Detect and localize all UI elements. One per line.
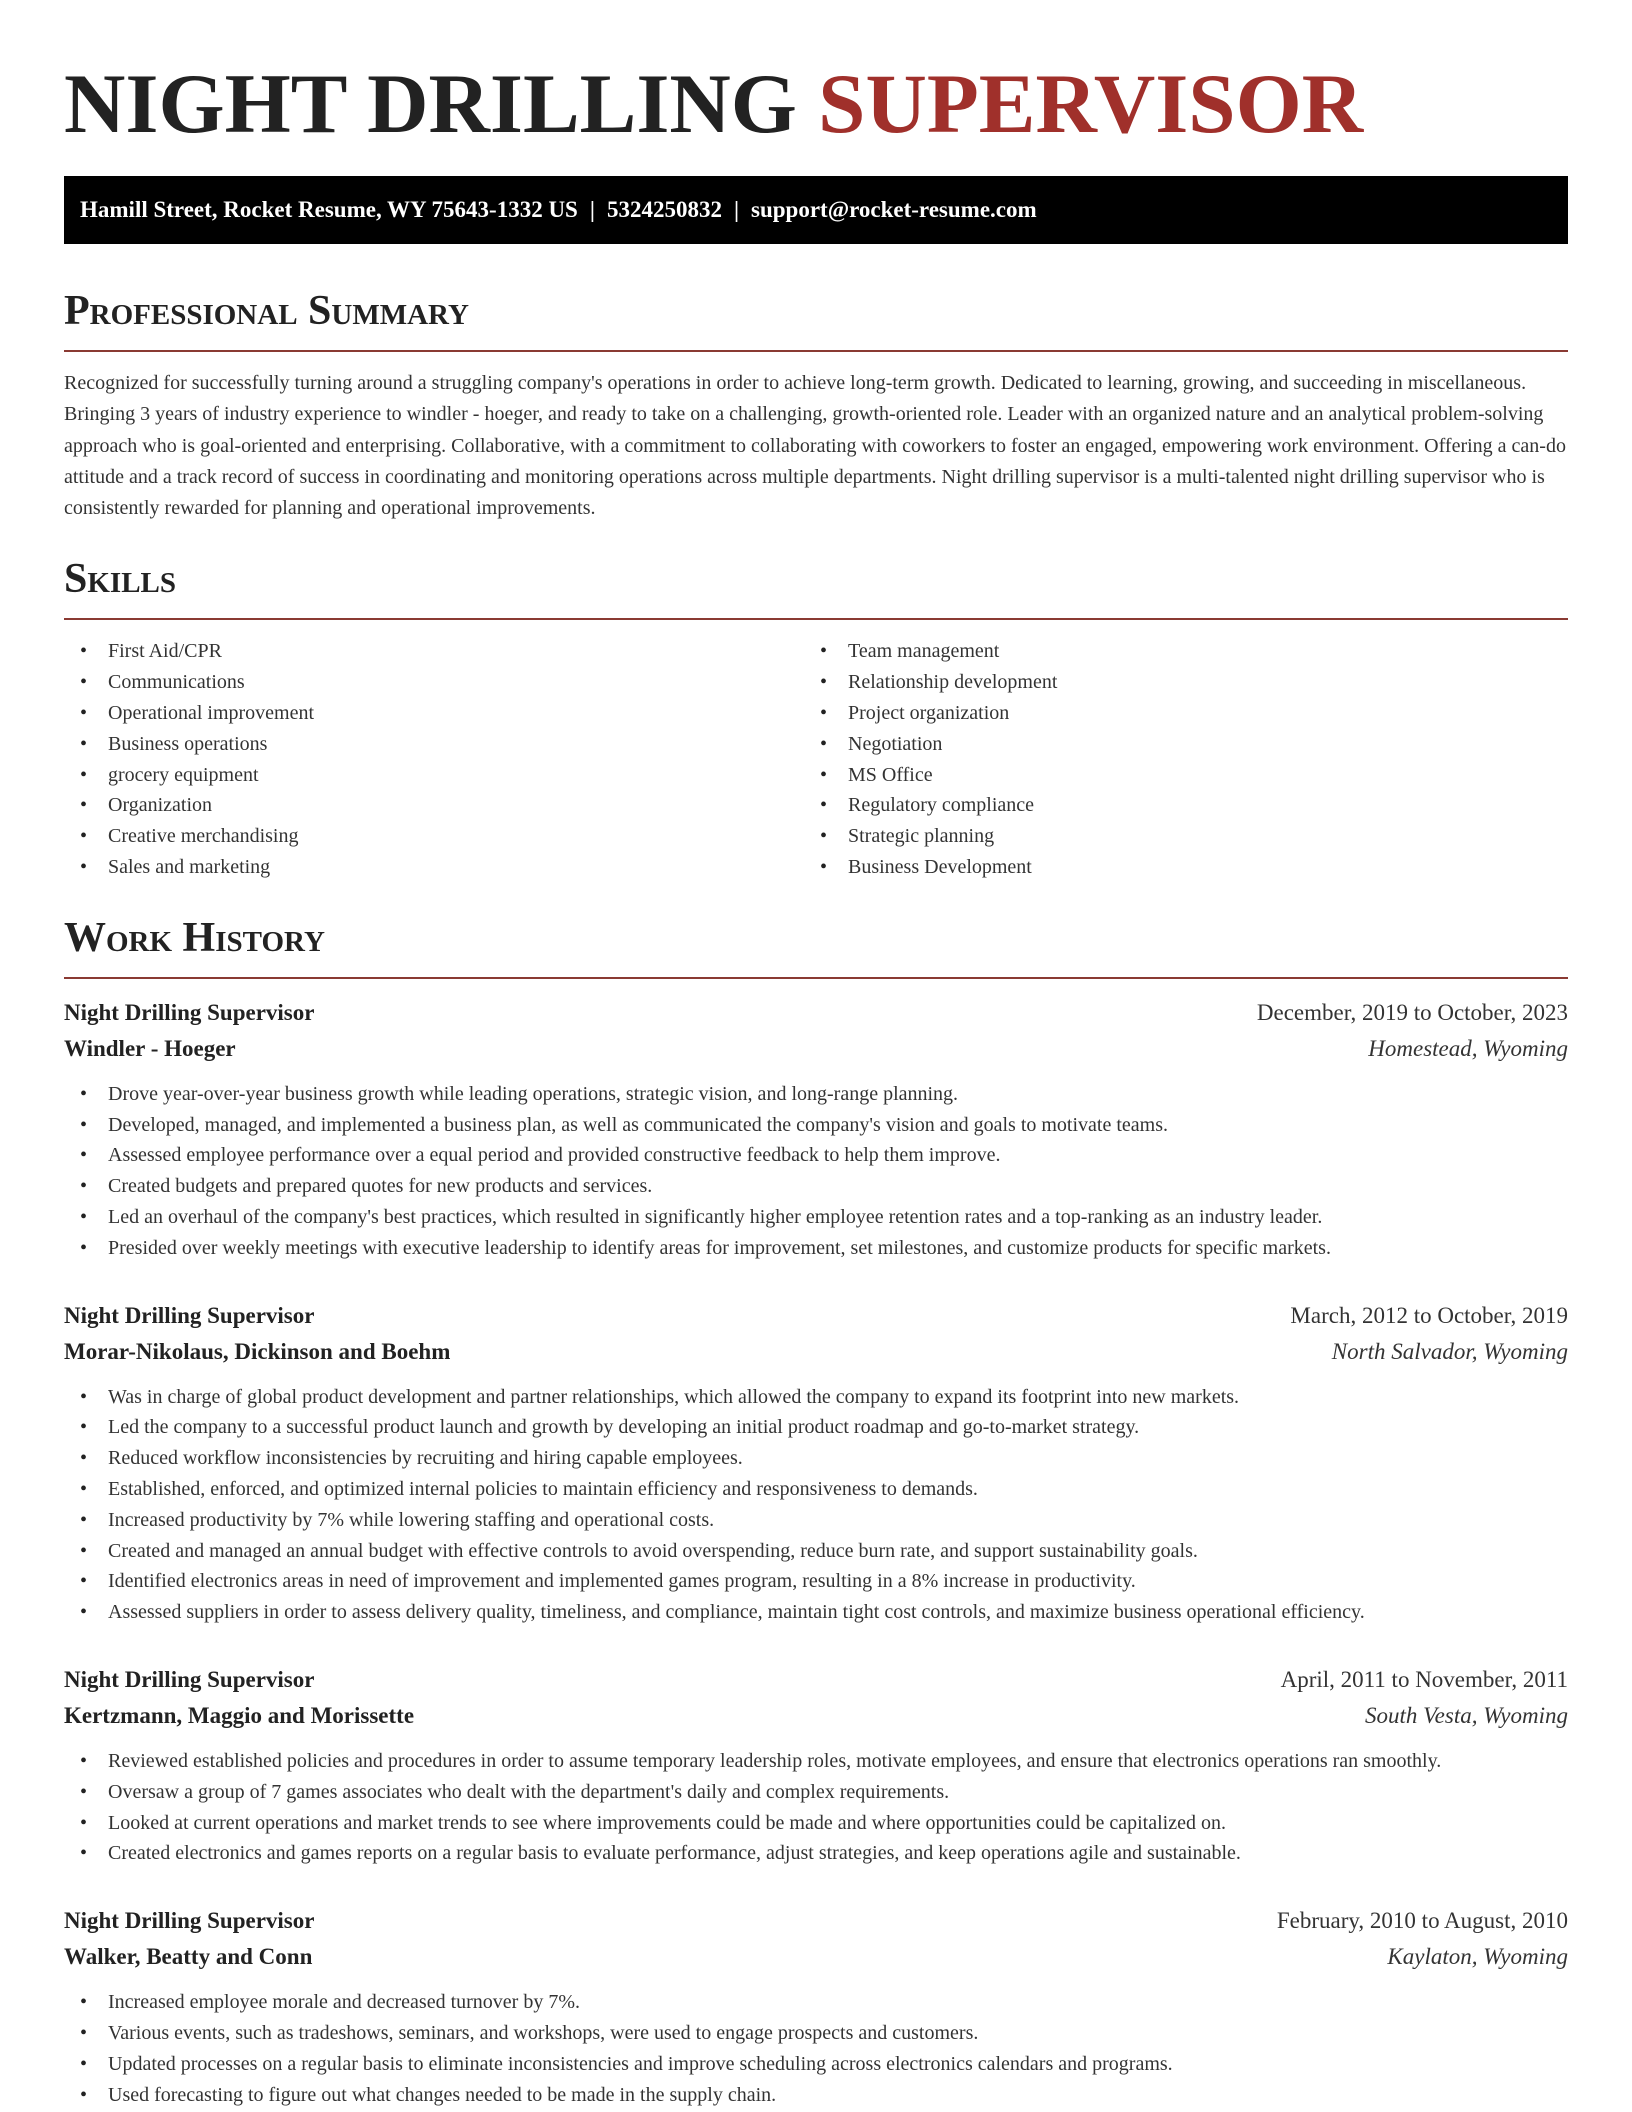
skills-grid (64, 636, 1568, 882)
job-bullet: • Oversaw a group of 7 games associates who dealt with the department's daily and complex requirements. (64, 1777, 1568, 1808)
section-divider (64, 618, 1568, 620)
contact-separator: | (589, 197, 595, 222)
job-bullet: • Created electronics and games reports on a regular basis to evaluate performance, adjust strategies, and keep operations agile and sustainable. (64, 1838, 1568, 1869)
job-bullets (64, 1746, 1568, 1869)
job-dates: March, 2012 to October, 2019 (1290, 1302, 1568, 1328)
skill-item: • First Aid/CPR (64, 636, 804, 667)
job-location: North Salvador, Wyoming (1331, 1338, 1568, 1364)
contact-separator: | (733, 197, 740, 222)
job-bullet: • Used forecasting to figure out what changes needed to be made in the supply chain. (64, 2080, 1568, 2111)
skill-item: • Creative merchandising (64, 821, 804, 852)
job-dates: April, 2011 to November, 2011 (1280, 1667, 1568, 1693)
section-divider (64, 350, 1568, 352)
job-entry (64, 995, 1568, 1264)
contact-phone[interactable]: 5324250832 (606, 197, 722, 222)
job-company-row (64, 1334, 1568, 1370)
job-bullet: • Created budgets and prepared quotes for new products and services. (64, 1171, 1568, 1202)
contact-email[interactable]: support@rocket-resume.com (751, 197, 1037, 222)
skill-item: • Business operations (64, 729, 804, 760)
job-company: Kertzmann, Maggio and Morissette (64, 1703, 415, 1729)
skill-item: • Negotiation (804, 729, 1544, 760)
job-location: Kaylaton, Wyoming (1387, 1944, 1568, 1970)
job-bullet: • Updated processes on a regular basis to eliminate inconsistencies and improve scheduling across electronics calendars and programs. (64, 2049, 1568, 2080)
job-bullet: • Increased employee morale and decreased turnover by 7%. (64, 1987, 1568, 2018)
skill-item: • Business Development (804, 852, 1544, 883)
skill-item: • Sales and marketing (64, 852, 804, 883)
job-company-row (64, 1031, 1568, 1067)
job-bullet: • Created and managed an annual budget with effective controls to avoid overspending, reduce burn rate, and support sustainability goals. (64, 1536, 1568, 1567)
skill-item: • Operational improvement (64, 698, 804, 729)
skill-item: • MS Office (804, 760, 1544, 791)
skill-item: • Organization (64, 790, 804, 821)
contact-bar (64, 176, 1568, 244)
job-bullet: • Increased productivity by 7% while lowering staffing and operational costs. (64, 1505, 1568, 1536)
job-bullet: • Led an overhaul of the company's best practices, which resulted in significantly higher employee retention rates and a top-ranking as an industry leader. (64, 1202, 1568, 1233)
job-bullet: • Various events, such as tradeshows, seminars, and workshops, were used to engage prospects and customers. (64, 2018, 1568, 2049)
job-bullet: • Identified electronics areas in need of improvement and implemented games program, resulting in a 8% increase in productivity. (64, 1566, 1568, 1597)
contact-address: Hamill Street, Rocket Resume, WY 75643-1332 US (80, 197, 578, 222)
job-company: Morar-Nikolaus, Dickinson and Boehm (64, 1338, 451, 1364)
job-header-row (64, 995, 1568, 1031)
name-first-part: NIGHT DRILLING (64, 57, 797, 151)
job-bullet: • Assessed suppliers in order to assess delivery quality, timeliness, and compliance, maintain tight cost controls, and maximize business operational efficiency. (64, 1597, 1568, 1628)
job-bullet: • Led the company to a successful product launch and growth by developing an initial product roadmap and go-to-market strategy. (64, 1412, 1568, 1443)
job-company-row (64, 1939, 1568, 1975)
job-entry (64, 1662, 1568, 1869)
resume-name (64, 58, 1568, 150)
skill-item: • grocery equipment (64, 760, 804, 791)
job-bullet: • Presided over weekly meetings with executive leadership to identify areas for improvement, set milestones, and customize products for specific markets. (64, 1233, 1568, 1264)
job-entry (64, 1298, 1568, 1628)
summary-heading: Professional Summary (64, 288, 469, 334)
job-bullet: • Established, enforced, and optimized internal policies to maintain efficiency and responsiveness to demands. (64, 1474, 1568, 1505)
skills-list-left (64, 636, 804, 882)
job-bullet: • Reduced workflow inconsistencies by recruiting and hiring capable employees. (64, 1443, 1568, 1474)
summary-text: Recognized for successfully turning around a struggling company's operations in order to achieve long-term growth. Dedicated to learning, growing, and succeeding in miscellaneous. Bringing 3 years of industry experience to windler - hoeger, and ready to take on a challenging, growth-oriented role. Leader with an organized nature and an analytical problem-solving approach who is goal-oriented and enterprising. Collaborative, with a commitment to collaborating with coworkers to foster an engaged, empowering work environment. Offering a can-do attitude and a track record of success in coordinating and monitoring operations across multiple departments. Night drilling supervisor is a multi-talented night drilling supervisor who is consistently rewarded for planning and operational improvements. (64, 372, 1566, 520)
job-bullets (64, 1987, 1568, 2110)
job-bullets (64, 1079, 1568, 1264)
section-divider (64, 977, 1568, 979)
job-bullet: • Assessed employee performance over a equal period and provided constructive feedback to help them improve. (64, 1140, 1568, 1171)
job-location: South Vesta, Wyoming (1365, 1703, 1568, 1729)
job-bullet: • Was in charge of global product development and partner relationships, which allowed the company to expand its footprint into new markets. (64, 1382, 1568, 1413)
job-role: Night Drilling Supervisor (64, 1908, 315, 1934)
job-entry (64, 1903, 1568, 2110)
job-dates: February, 2010 to August, 2010 (1276, 1908, 1568, 1934)
resume-page (64, 0, 1568, 2110)
skills-heading: Skills (64, 556, 177, 603)
work-history-heading: Work History (64, 914, 325, 961)
job-role: Night Drilling Supervisor (64, 999, 315, 1025)
skill-item: • Regulatory compliance (804, 790, 1544, 821)
skill-item: • Communications (64, 667, 804, 698)
job-header-row (64, 1662, 1568, 1698)
skill-item: • Relationship development (804, 667, 1544, 698)
job-bullets (64, 1382, 1568, 1628)
job-company: Walker, Beatty and Conn (64, 1944, 313, 1970)
skill-item: • Team management (804, 636, 1544, 667)
name-last-part: SUPERVISOR (818, 57, 1364, 151)
job-company-row (64, 1698, 1568, 1734)
job-role: Night Drilling Supervisor (64, 1667, 315, 1693)
job-bullet: • Drove year-over-year business growth while leading operations, strategic vision, and long-range planning. (64, 1079, 1568, 1110)
skill-item: • Strategic planning (804, 821, 1544, 852)
skill-item: • Project organization (804, 698, 1544, 729)
job-location: Homestead, Wyoming (1368, 1035, 1568, 1061)
job-dates: December, 2019 to October, 2023 (1256, 999, 1568, 1025)
job-header-row (64, 1298, 1568, 1334)
job-bullet: • Reviewed established policies and procedures in order to assume temporary leadership roles, motivate employees, and ensure that electronics operations ran smoothly. (64, 1746, 1568, 1777)
job-header-row (64, 1903, 1568, 1939)
job-bullet: • Developed, managed, and implemented a business plan, as well as communicated the company's vision and goals to motivate teams. (64, 1110, 1568, 1141)
job-role: Night Drilling Supervisor (64, 1302, 315, 1328)
job-bullet: • Looked at current operations and market trends to see where improvements could be made and where opportunities could be capitalized on. (64, 1808, 1568, 1839)
skills-list-right (804, 636, 1544, 882)
job-company: Windler - Hoeger (64, 1035, 236, 1061)
